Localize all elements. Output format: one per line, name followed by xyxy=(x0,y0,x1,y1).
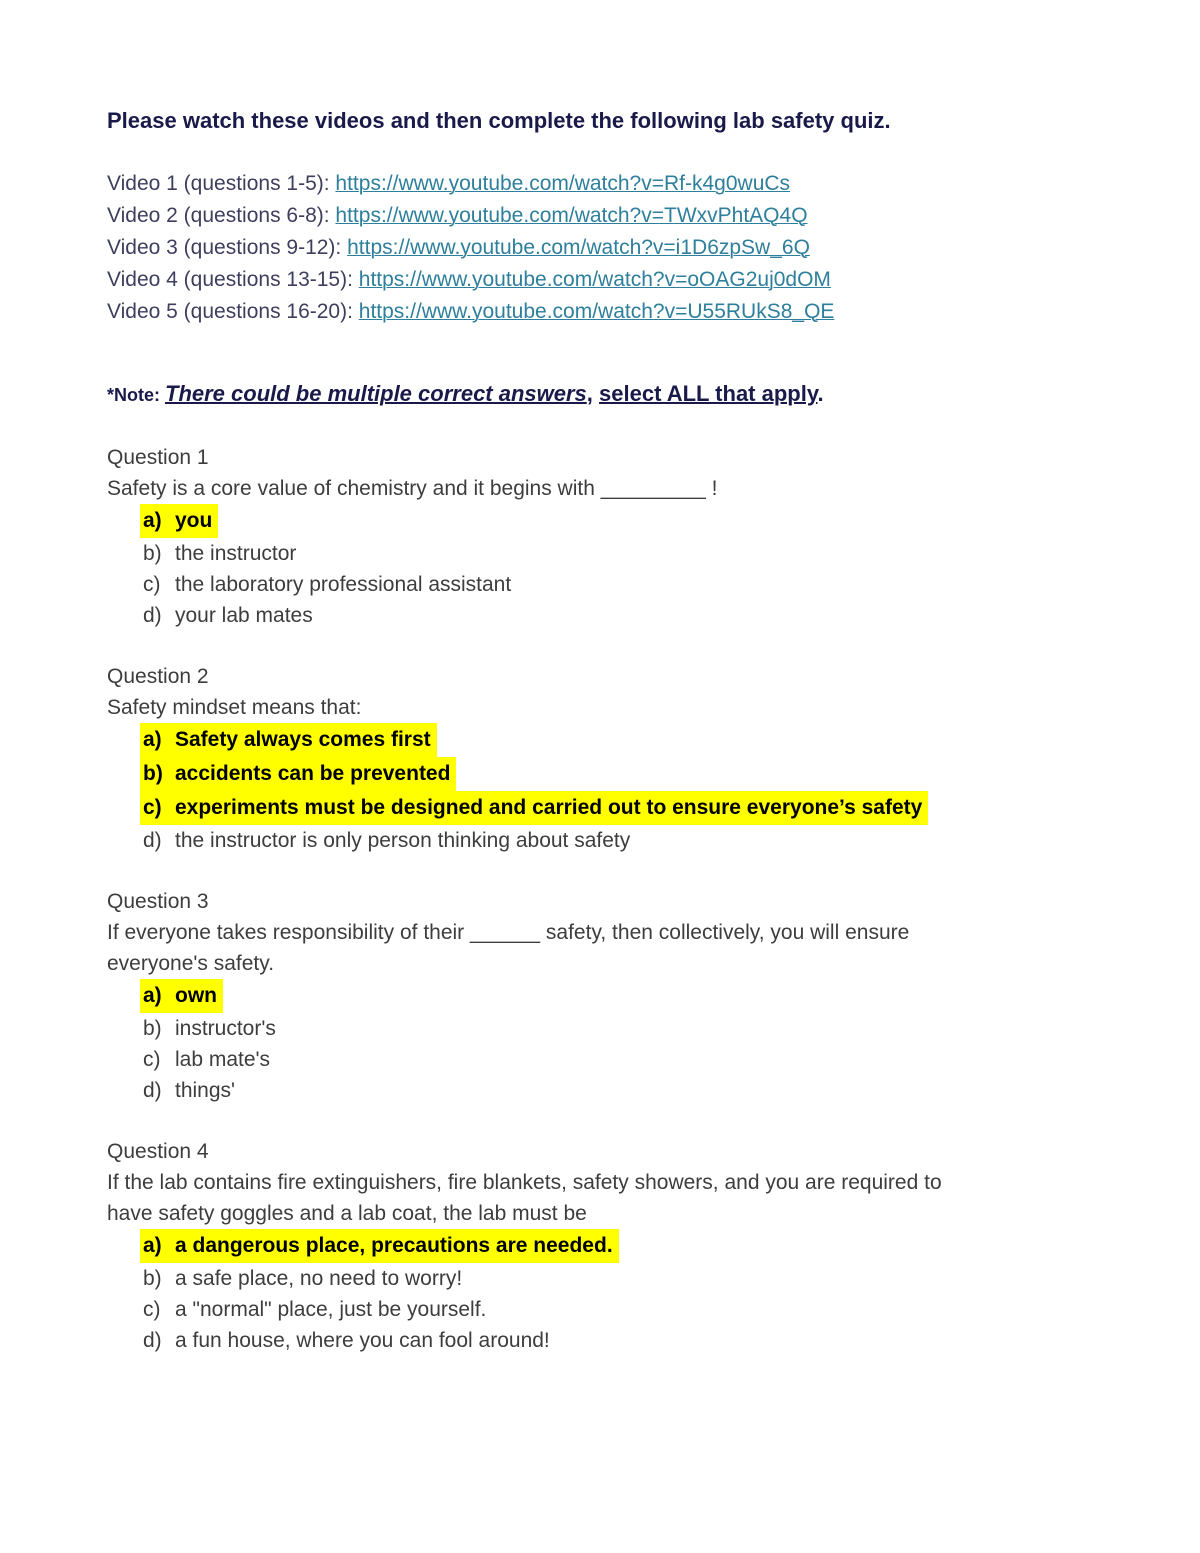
question-text-line: Safety is a core value of chemistry and it begins with _________ ! xyxy=(107,477,718,500)
video-line xyxy=(107,232,1052,264)
question-block xyxy=(107,886,1052,1106)
video-label: Video 2 (questions 6-8): xyxy=(107,204,336,227)
video-link[interactable]: https://www.youtube.com/watch?v=TWxvPhtAQ4Q xyxy=(335,204,808,227)
option-text: lab mate's xyxy=(175,1048,271,1071)
option-letter: b) xyxy=(143,1267,162,1290)
video-link[interactable]: https://www.youtube.com/watch?v=U55RUkS8_QE xyxy=(358,300,835,323)
note-separator: , xyxy=(586,381,600,406)
answer-option xyxy=(143,723,1052,757)
option-letter: b) xyxy=(143,542,162,565)
answer-option xyxy=(143,1294,1052,1325)
question-text xyxy=(107,917,1052,979)
note-bold-emphasis: select ALL that apply xyxy=(599,381,818,406)
answer-option xyxy=(143,504,1052,538)
option-letter: c) xyxy=(143,796,162,819)
option-text: a dangerous place, precautions are needed. xyxy=(175,1234,613,1257)
option-list xyxy=(107,1229,1052,1356)
option-content xyxy=(143,1325,550,1356)
option-letter: a) xyxy=(143,984,162,1007)
question-block xyxy=(107,1136,1052,1356)
video-line xyxy=(107,168,1052,200)
option-content xyxy=(143,1013,276,1044)
video-link[interactable]: https://www.youtube.com/watch?v=oOAG2uj0dOM xyxy=(358,268,831,291)
option-text: the instructor xyxy=(175,542,297,565)
option-text: instructor's xyxy=(175,1017,276,1040)
option-content xyxy=(140,791,928,825)
option-letter: c) xyxy=(143,1298,161,1321)
option-content xyxy=(140,979,223,1013)
note-prefix: *Note: xyxy=(107,385,165,405)
option-text: the laboratory professional assistant xyxy=(175,573,512,596)
video-link[interactable]: https://www.youtube.com/watch?v=Rf-k4g0wuCs xyxy=(335,172,791,195)
answer-option xyxy=(143,1075,1052,1106)
option-content xyxy=(143,600,313,631)
option-content xyxy=(140,1229,619,1263)
option-letter: b) xyxy=(143,762,163,785)
option-text: a fun house, where you can fool around! xyxy=(175,1329,550,1352)
option-list xyxy=(107,504,1052,631)
option-letter: a) xyxy=(143,728,162,751)
answer-option xyxy=(143,1044,1052,1075)
answer-option xyxy=(143,600,1052,631)
option-letter: d) xyxy=(143,1079,162,1102)
option-text: a "normal" place, just be yourself. xyxy=(175,1298,487,1321)
option-text: accidents can be prevented xyxy=(175,762,451,785)
answer-option xyxy=(143,538,1052,569)
option-content xyxy=(143,1044,270,1075)
answer-option xyxy=(143,825,1052,856)
option-list xyxy=(107,723,1052,856)
video-link-list xyxy=(107,168,1052,328)
question-text xyxy=(107,692,1052,723)
video-line xyxy=(107,296,1052,328)
answer-option xyxy=(143,1325,1052,1356)
video-label: Video 3 (questions 9-12): xyxy=(107,236,348,259)
question-text-line: If the lab contains fire extinguishers, fire blankets, safety showers, and you are required to xyxy=(107,1171,942,1194)
option-text: a safe place, no need to worry! xyxy=(175,1267,463,1290)
question-heading: Question 3 xyxy=(107,890,209,913)
question-text-line: have safety goggles and a lab coat, the lab must be xyxy=(107,1202,587,1225)
answer-option xyxy=(143,1013,1052,1044)
option-text: Safety always comes first xyxy=(175,728,431,751)
video-line xyxy=(107,264,1052,296)
option-letter: a) xyxy=(143,509,162,532)
question-list xyxy=(107,442,1052,1356)
answer-option xyxy=(143,569,1052,600)
option-letter: c) xyxy=(143,1048,161,1071)
question-text-line: Safety mindset means that: xyxy=(107,696,362,719)
video-label: Video 1 (questions 1-5): xyxy=(107,172,336,195)
option-text: own xyxy=(175,984,217,1007)
option-letter: b) xyxy=(143,1017,162,1040)
question-heading: Question 2 xyxy=(107,665,209,688)
answer-option xyxy=(143,1229,1052,1263)
option-text: the instructor is only person thinking about safety xyxy=(175,829,631,852)
option-content xyxy=(140,723,437,757)
option-content xyxy=(143,538,296,569)
option-letter: a) xyxy=(143,1234,162,1257)
option-text: experiments must be designed and carried out to ensure everyone’s safety xyxy=(175,796,923,819)
option-letter: c) xyxy=(143,573,161,596)
option-content xyxy=(143,569,511,600)
video-link[interactable]: https://www.youtube.com/watch?v=i1D6zpSw_6Q xyxy=(347,236,810,259)
question-heading: Question 4 xyxy=(107,1140,209,1163)
option-letter: d) xyxy=(143,604,162,627)
question-block xyxy=(107,661,1052,856)
page-title: Please watch these videos and then complete the following lab safety quiz. xyxy=(107,108,891,133)
answer-option xyxy=(143,1263,1052,1294)
option-content xyxy=(140,504,218,538)
answer-option xyxy=(143,979,1052,1013)
question-text-line: If everyone takes responsibility of their ______ safety, then collectively, you will ensure xyxy=(107,921,910,944)
option-text: your lab mates xyxy=(175,604,313,627)
option-content xyxy=(143,825,630,856)
option-content xyxy=(143,1294,486,1325)
note-italic-emphasis: There could be multiple correct answers xyxy=(165,381,587,406)
video-line xyxy=(107,200,1052,232)
answer-option xyxy=(143,757,1052,791)
video-label: Video 4 (questions 13-15): xyxy=(107,268,359,291)
question-text xyxy=(107,1167,1052,1229)
option-letter: d) xyxy=(143,829,162,852)
option-text: things' xyxy=(175,1079,236,1102)
note-line xyxy=(107,379,1052,410)
option-content xyxy=(143,1263,462,1294)
option-text: you xyxy=(175,509,213,532)
option-list xyxy=(107,979,1052,1106)
option-letter: d) xyxy=(143,1329,162,1352)
document-content xyxy=(107,107,1052,1356)
question-block xyxy=(107,442,1052,631)
option-content xyxy=(140,757,456,791)
video-label: Video 5 (questions 16-20): xyxy=(107,300,359,323)
question-text xyxy=(107,473,1052,504)
note-suffix: . xyxy=(817,381,824,406)
option-content xyxy=(143,1075,235,1106)
question-heading: Question 1 xyxy=(107,446,209,469)
question-text-line: everyone's safety. xyxy=(107,952,275,975)
answer-option xyxy=(143,791,1052,825)
